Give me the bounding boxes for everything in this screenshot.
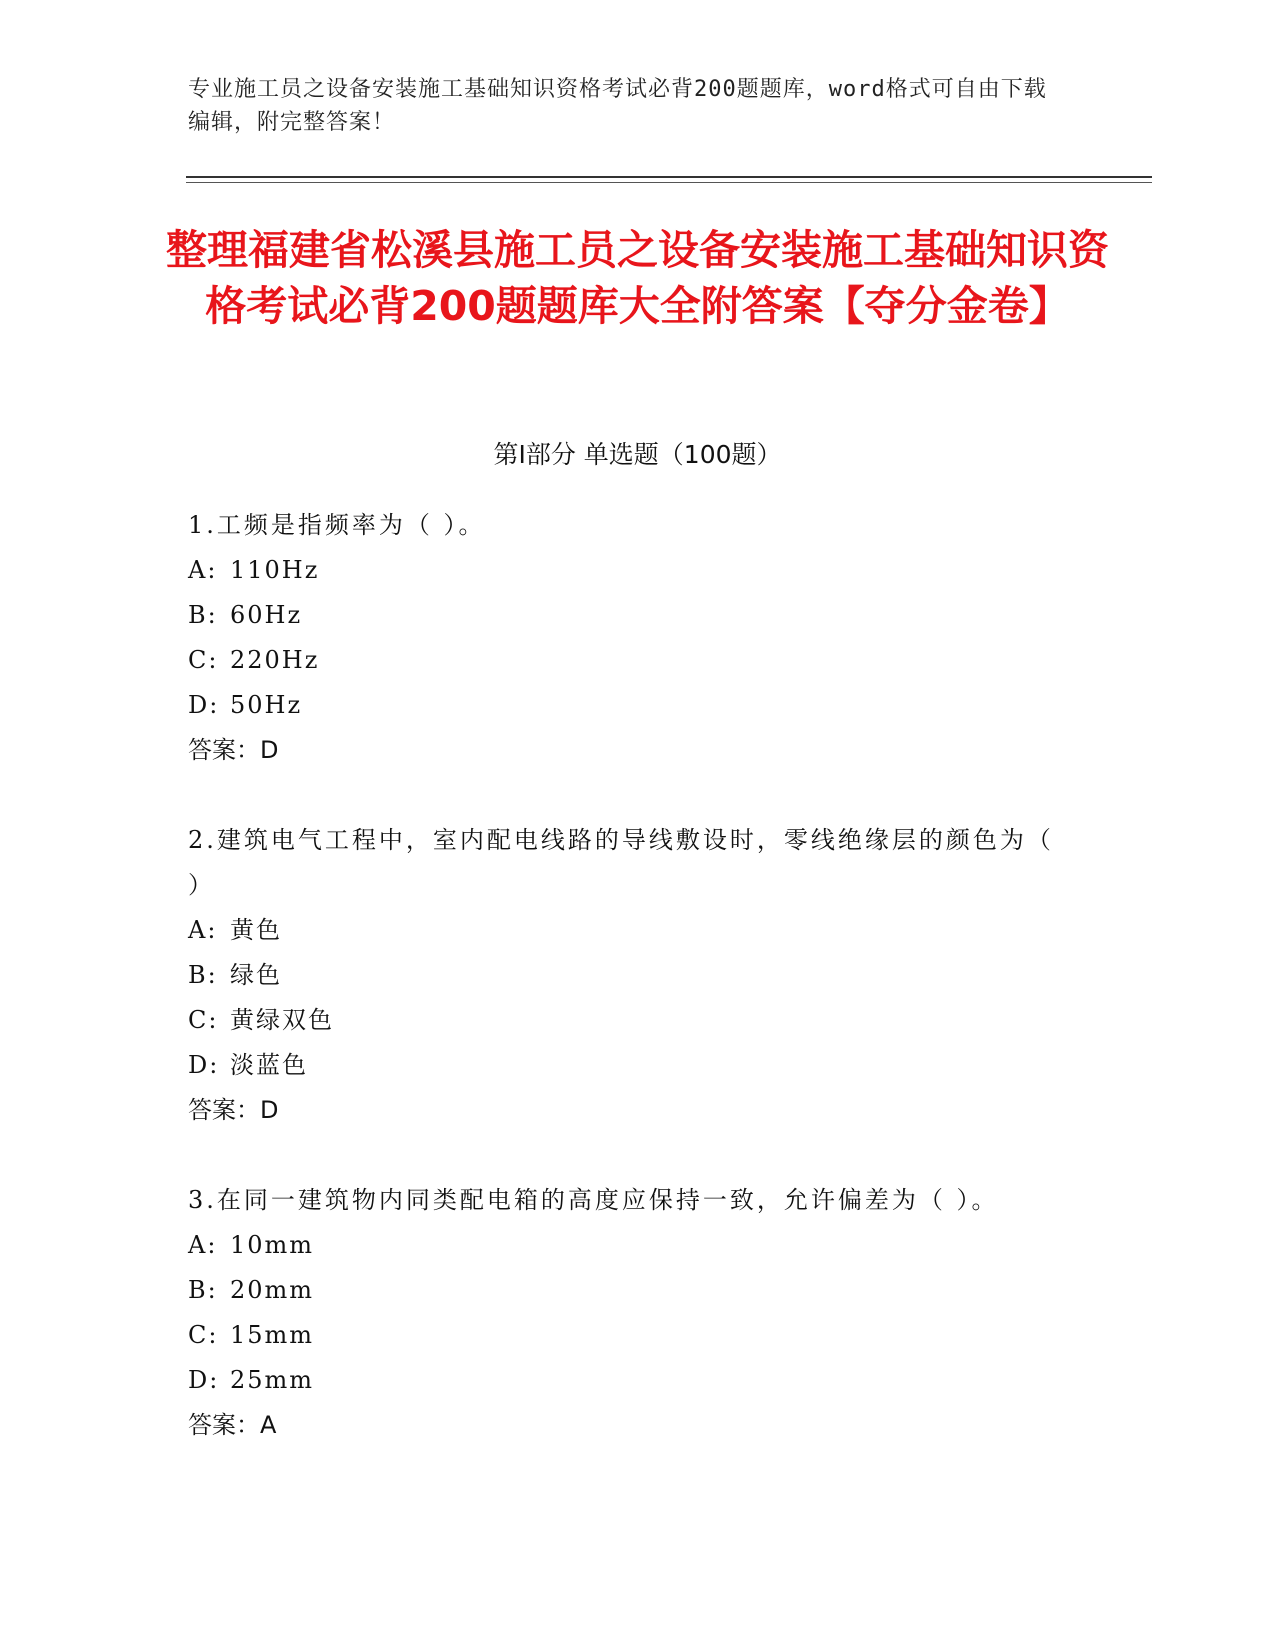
option-letter: D:	[188, 1366, 220, 1394]
option-value: 20mm	[230, 1276, 315, 1304]
question-block	[188, 503, 1068, 773]
section-heading: 第Ⅰ部分 单选题（100题）	[493, 440, 782, 469]
option-letter: C:	[188, 1321, 219, 1349]
option-value: 10mm	[230, 1231, 315, 1259]
option-letter: A:	[188, 916, 218, 944]
option-b	[188, 953, 1068, 998]
option-value: 50Hz	[230, 691, 303, 719]
option-letter: C:	[188, 646, 219, 674]
option-letter: A:	[188, 1231, 218, 1259]
option-letter: D:	[188, 691, 220, 719]
header-rule-thin	[186, 182, 1152, 183]
option-value: 15mm	[230, 1321, 315, 1349]
answer-line: 答案：D	[188, 1096, 279, 1124]
option-value: 110Hz	[230, 556, 320, 584]
option-c	[188, 1313, 1068, 1358]
option-value: 60Hz	[230, 601, 303, 629]
option-value: 25mm	[230, 1366, 315, 1394]
option-letter: A:	[188, 556, 218, 584]
option-b	[188, 1268, 1068, 1313]
document-title: 整理福建省松溪县施工员之设备安装施工基础知识资格考试必背200题题库大全附答案【夺分金卷】	[166, 226, 1109, 330]
option-c	[188, 638, 1068, 683]
question-text: 3.在同一建筑物内同类配电箱的高度应保持一致，允许偏差为（ ）。	[188, 1186, 999, 1214]
question-text: 1.工频是指频率为（ ）。	[188, 511, 486, 539]
option-value: 淡蓝色	[230, 1051, 308, 1079]
option-letter: C:	[188, 1006, 219, 1034]
option-value: 绿色	[230, 961, 282, 989]
answer-line: 答案：A	[188, 1411, 277, 1439]
question-block	[188, 818, 1068, 1133]
question-block	[188, 1178, 1068, 1448]
question-text: 2.建筑电气工程中，室内配电线路的导线敷设时，零线绝缘层的颜色为（ ）	[188, 826, 1054, 899]
option-a	[188, 1223, 1068, 1268]
answer-line: 答案：D	[188, 736, 279, 764]
option-letter: B:	[188, 601, 218, 629]
option-d	[188, 1358, 1068, 1403]
option-value: 黄色	[230, 916, 282, 944]
option-c	[188, 998, 1068, 1043]
option-value: 220Hz	[230, 646, 320, 674]
option-letter: B:	[188, 961, 218, 989]
option-letter: B:	[188, 1276, 218, 1304]
option-a	[188, 548, 1068, 593]
option-d	[188, 683, 1068, 728]
header-rule-thick	[186, 176, 1152, 178]
header-note: 专业施工员之设备安装施工基础知识资格考试必背200题题库，word格式可自由下载编辑，附完整答案！	[188, 77, 1047, 135]
option-letter: D:	[188, 1051, 220, 1079]
option-a	[188, 908, 1068, 953]
option-value: 黄绿双色	[230, 1006, 334, 1034]
option-b	[188, 593, 1068, 638]
option-d	[188, 1043, 1068, 1088]
